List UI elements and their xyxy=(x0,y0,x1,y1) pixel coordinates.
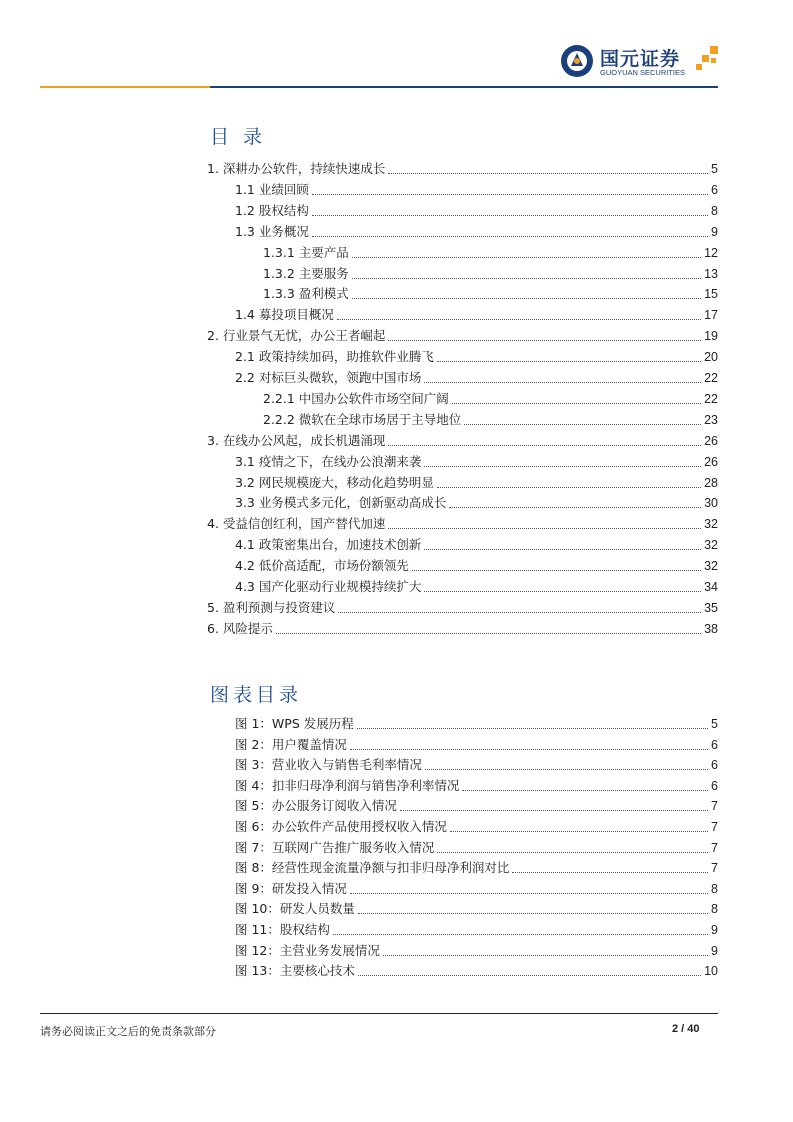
figure-entry-page: 7 xyxy=(711,820,718,834)
figure-entry-label: 图 12：主营业务发展情况 xyxy=(235,942,380,958)
toc-leader-dots xyxy=(452,402,701,404)
figure-entry-page: 7 xyxy=(711,861,718,876)
toc-entry-label: 2.2 对标巨头微软，领跑中国市场 xyxy=(235,370,422,385)
toc-entry[interactable] xyxy=(263,282,718,302)
toc-entry-page: 22 xyxy=(704,391,718,406)
figure-entry[interactable] xyxy=(235,733,718,753)
figure-leader-dots xyxy=(383,954,708,956)
figure-entry[interactable] xyxy=(235,794,718,814)
toc-entry-page: 30 xyxy=(704,496,718,511)
figure-entry[interactable] xyxy=(235,959,718,979)
figure-entry-page: 6 xyxy=(711,737,718,752)
toc-leader-dots xyxy=(352,277,701,279)
toc-entry-label: 1.3.2 主要服务 xyxy=(263,265,349,281)
toc-entry-page: 19 xyxy=(704,329,718,344)
toc-entry-label: 6. 风险提示 xyxy=(207,620,273,636)
figure-leader-dots xyxy=(358,974,701,976)
toc-entry-page: 8 xyxy=(711,203,718,218)
figure-entry-page: 7 xyxy=(711,840,718,855)
figure-entry-label: 图 13：主要核心技术 xyxy=(235,963,355,979)
figure-leader-dots xyxy=(400,809,708,811)
toc-leader-dots xyxy=(464,423,701,425)
figure-entry[interactable] xyxy=(235,836,718,856)
toc-entry-label: 3.2 网民规模庞大，移动化趋势明显 xyxy=(235,474,434,490)
toc-entry-label: 2.2.1 中国办公软件市场空间广阔 xyxy=(263,390,449,406)
figure-entry-label: 图 9：研发投入情况 xyxy=(235,880,347,896)
toc-entry-page: 28 xyxy=(704,475,718,490)
toc-entry-page: 12 xyxy=(704,245,718,260)
figure-entry[interactable] xyxy=(235,753,718,773)
company-logo xyxy=(560,42,720,80)
figure-entry-page: 8 xyxy=(711,881,718,896)
footer-rule xyxy=(40,1013,718,1014)
toc-leader-dots xyxy=(412,569,701,571)
toc-leader-dots xyxy=(338,611,701,613)
toc-entry[interactable] xyxy=(235,554,718,574)
figure-leader-dots xyxy=(333,933,708,935)
toc-entry-label: 1.2 股权结构 xyxy=(235,202,309,218)
toc-entry[interactable] xyxy=(235,345,718,365)
figure-leader-dots xyxy=(425,768,708,770)
toc-entry-page: 6 xyxy=(711,182,718,197)
header-rule-accent xyxy=(40,86,210,88)
toc-entry-page: 35 xyxy=(704,600,718,615)
figure-leader-dots xyxy=(512,871,708,873)
figure-entry-label: 图 5：办公服务订阅收入情况 xyxy=(235,798,397,814)
toc-entry[interactable] xyxy=(235,533,718,553)
toc-entry[interactable] xyxy=(235,366,718,386)
figure-entry-page: 5 xyxy=(711,717,718,731)
guoyuan-logo-icon xyxy=(560,44,594,78)
toc-leader-dots xyxy=(424,548,701,550)
figure-entry-label: 图 2：用户覆盖情况 xyxy=(235,736,347,752)
toc-entry-label: 4.2 低价高适配，市场份额领先 xyxy=(235,558,409,574)
figure-entry-label: 图 6：办公软件产品使用授权收入情况 xyxy=(235,819,447,834)
toc-entry[interactable] xyxy=(235,220,718,240)
toc-leader-dots xyxy=(424,590,701,592)
figure-entry[interactable] xyxy=(235,774,718,794)
figure-entry[interactable] xyxy=(235,815,718,835)
toc-leader-dots xyxy=(388,172,708,174)
toc-leader-dots xyxy=(312,235,708,237)
toc-entry-label: 4.3 国产化驱动行业规模持续扩大 xyxy=(235,579,422,594)
toc-entry-label: 1.3.3 盈利模式 xyxy=(263,286,349,302)
toc-leader-dots xyxy=(337,318,701,320)
figure-leader-dots xyxy=(462,789,708,791)
toc-entry[interactable] xyxy=(207,324,718,344)
figure-entry[interactable] xyxy=(235,897,718,917)
toc-entry-label: 3. 在线办公风起，成长机遇涌现 xyxy=(207,432,386,448)
figure-entry[interactable] xyxy=(235,877,718,897)
toc-entry-label: 2.1 政策持续加码，助推软件业腾飞 xyxy=(235,349,434,365)
toc-entry[interactable] xyxy=(263,408,718,428)
toc-entry-label: 2.2.2 微软在全球市场居于主导地位 xyxy=(263,411,462,427)
figure-entry-page: 6 xyxy=(711,758,718,773)
toc-leader-dots xyxy=(352,297,701,299)
footer-disclaimer: 请务必阅读正文之后的免责条款部分 xyxy=(40,1025,216,1038)
toc-entry-page: 34 xyxy=(704,580,718,594)
toc-entry-page: 26 xyxy=(704,454,718,469)
figure-entry-page: 8 xyxy=(711,902,718,917)
toc-leader-dots xyxy=(437,486,701,488)
toc-leader-dots xyxy=(352,256,701,258)
toc-entry-page: 38 xyxy=(704,621,718,636)
toc-entry[interactable] xyxy=(207,617,718,637)
toc-entry-label: 1.3.1 主要产品 xyxy=(263,244,349,260)
toc-entry[interactable] xyxy=(263,262,718,282)
page-number: 2 / 40 xyxy=(672,1023,700,1035)
toc-entry-page: 5 xyxy=(711,162,718,176)
figure-entry-page: 6 xyxy=(711,778,718,793)
toc-entry-label: 2. 行业景气无忧，办公王者崛起 xyxy=(207,328,386,344)
figure-entry-label: 图 10：研发人员数量 xyxy=(235,901,355,917)
toc-entry-page: 23 xyxy=(704,412,718,427)
toc-entry[interactable] xyxy=(235,575,718,595)
toc-entry-label: 3.1 疫情之下，在线办公浪潮来袭 xyxy=(235,453,422,469)
figure-leader-dots xyxy=(350,892,708,894)
figure-entry-page: 10 xyxy=(704,964,718,979)
figure-leader-dots xyxy=(450,830,708,832)
toc-entry[interactable] xyxy=(235,199,718,219)
figure-entry-label: 图 3：营业收入与销售毛利率情况 xyxy=(235,757,422,773)
toc-entry-page: 15 xyxy=(704,287,718,302)
toc-entry-page: 22 xyxy=(704,371,718,385)
toc-entry-label: 4.1 政策密集出台，加速技术创新 xyxy=(235,537,422,553)
figure-entry-page: 9 xyxy=(711,923,718,937)
toc-entry[interactable] xyxy=(235,491,718,511)
toc-entry-label: 1. 深耕办公软件，持续快速成长 xyxy=(207,161,386,176)
toc-leader-dots xyxy=(424,381,701,383)
toc-entry[interactable] xyxy=(263,241,718,261)
toc-leader-dots xyxy=(388,527,701,529)
figure-entry-page: 7 xyxy=(711,799,718,814)
toc-entry-label: 3.3 业务模式多元化，创新驱动高成长 xyxy=(235,495,447,511)
figure-leader-dots xyxy=(357,727,708,729)
toc-entry-page: 20 xyxy=(704,350,718,365)
toc-entry-label: 1.4 募投项目概况 xyxy=(235,307,334,323)
logo-accent-dots-icon xyxy=(694,44,720,74)
figure-entry-label: 图 1：WPS 发展历程 xyxy=(235,716,354,731)
toc-entry[interactable] xyxy=(235,471,718,491)
logo-english-name: GUOYUAN SECURITIES xyxy=(600,68,686,77)
figure-entry[interactable] xyxy=(235,712,718,732)
logo-chinese-name: 国元证券 xyxy=(600,48,681,70)
toc-leader-dots xyxy=(424,465,701,467)
figure-entry[interactable] xyxy=(235,918,718,938)
toc-entry[interactable] xyxy=(207,512,718,532)
toc-leader-dots xyxy=(276,632,701,634)
toc-leader-dots xyxy=(388,339,701,341)
toc-leader-dots xyxy=(312,193,708,195)
toc-entry-label: 1.1 业绩回顾 xyxy=(235,181,309,197)
figure-entry-label: 图 4：扣非归母净利润与销售净利率情况 xyxy=(235,777,460,793)
figure-entry[interactable] xyxy=(235,939,718,959)
figure-entry[interactable] xyxy=(235,856,718,876)
toc-title: 目 录 xyxy=(210,126,267,148)
toc-entry-page: 32 xyxy=(704,538,718,553)
toc-leader-dots xyxy=(388,444,701,446)
toc-entry[interactable] xyxy=(263,387,718,407)
toc-leader-dots xyxy=(437,360,701,362)
toc-entry[interactable] xyxy=(207,429,718,449)
figure-entry-page: 9 xyxy=(711,943,718,958)
toc-entry-label: 4. 受益信创红利，国产替代加速 xyxy=(207,516,386,532)
toc-entry-label: 1.3 业务概况 xyxy=(235,223,309,239)
toc-entry-page: 32 xyxy=(704,517,718,532)
figure-leader-dots xyxy=(350,748,708,750)
toc-entry[interactable] xyxy=(235,450,718,470)
figure-entry-label: 图 7：互联网广告推广服务收入情况 xyxy=(235,839,435,855)
toc-entry-page: 32 xyxy=(704,559,718,574)
toc-entry-page: 17 xyxy=(704,308,718,323)
figure-leader-dots xyxy=(437,851,708,853)
toc-entry[interactable] xyxy=(235,303,718,323)
toc-entry[interactable] xyxy=(207,596,718,616)
toc-entry-page: 13 xyxy=(704,266,718,281)
figure-entry-label: 图 8：经营性现金流量净额与扣非归母净利润对比 xyxy=(235,860,510,876)
toc-entry[interactable] xyxy=(235,178,718,198)
toc-entry-label: 5. 盈利预测与投资建议 xyxy=(207,599,336,615)
toc-entry[interactable] xyxy=(207,157,718,177)
toc-leader-dots xyxy=(312,214,708,216)
figure-leader-dots xyxy=(358,912,708,914)
toc-entry-page: 9 xyxy=(711,224,718,239)
figure-entry-label: 图 11：股权结构 xyxy=(235,922,330,937)
toc-entry-page: 26 xyxy=(704,433,718,448)
toc-leader-dots xyxy=(449,506,701,508)
figures-title: 图表目录 xyxy=(210,684,303,706)
